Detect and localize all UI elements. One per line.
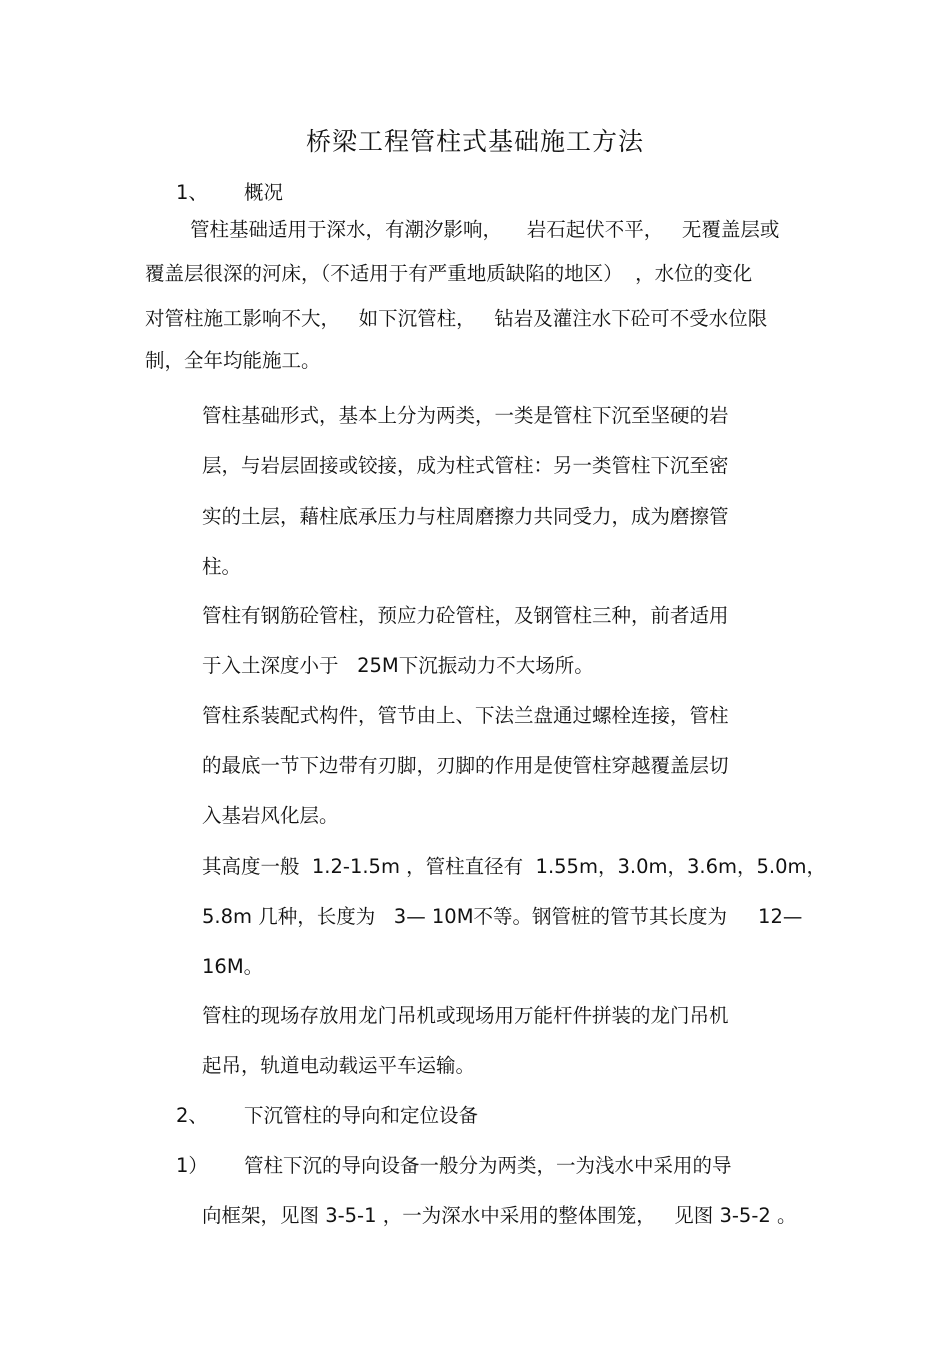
storage-line: 管柱的现场存放用龙门吊机或现场用万能杆件拼装的龙门吊机 [202, 1004, 729, 1027]
overview-line: 对管柱施工影响不大， 如下沉管柱， 钻岩及灌注水下砼可不受水位限 [145, 307, 768, 330]
assembly-line: 入基岩风化层。 [202, 804, 339, 827]
forms-line: 层，与岩层固接或铰接，成为柱式管柱：另一类管柱下沉至密 [202, 454, 729, 477]
section-2-number: 2、 [176, 1104, 208, 1127]
item-1-line: 管柱下沉的导向设备一般分为两类，一为浅水中采用的导 [244, 1154, 732, 1177]
assembly-line: 管柱系装配式构件，管节由上、下法兰盘通过螺栓连接，管柱 [202, 704, 729, 727]
item-1-line: 向框架，见图 3-5-1 ，一为深水中采用的整体围笼， 见图 3-5-2 。 [202, 1204, 797, 1227]
height-line: 其高度一般 1.2-1.5m ，管柱直径有 1.55m，3.0m，3.6m，5.0m， [202, 855, 826, 878]
section-1-number: 1、 [176, 181, 208, 204]
forms-line: 柱。 [202, 555, 242, 578]
overview-line: 制，全年均能施工。 [145, 349, 321, 372]
document-title: 桥梁工程管柱式基础施工方法 [305, 127, 644, 156]
storage-line: 起吊，轨道电动载运平车运输。 [202, 1054, 476, 1077]
overview-line: 覆盖层很深的河床，（不适用于有严重地质缺陷的地区） ，水位的变化 [145, 262, 753, 285]
height-line: 16M。 [202, 955, 264, 978]
assembly-line: 的最底一节下边带有刃脚，刃脚的作用是使管柱穿越覆盖层切 [202, 754, 729, 777]
forms-line: 管柱基础形式，基本上分为两类，一类是管柱下沉至坚硬的岩 [202, 404, 729, 427]
item-1-number: 1） [176, 1154, 208, 1177]
overview-line: 管柱基础适用于深水，有潮汐影响， 岩石起伏不平， 无覆盖层或 [190, 218, 780, 241]
section-1-heading: 概况 [244, 181, 284, 204]
section-2-heading: 下沉管柱的导向和定位设备 [244, 1104, 479, 1127]
types-line: 管柱有钢筋砼管柱，预应力砼管柱，及钢管柱三种，前者适用 [202, 604, 729, 627]
types-line: 于入土深度小于 25M下沉振动力不大场所。 [202, 654, 594, 677]
height-line: 5.8m 几种，长度为 3— 10M不等。钢管桩的管节其长度为 12— [202, 905, 803, 928]
forms-line: 实的土层，藉柱底承压力与柱周磨擦力共同受力，成为磨擦管 [202, 505, 729, 528]
